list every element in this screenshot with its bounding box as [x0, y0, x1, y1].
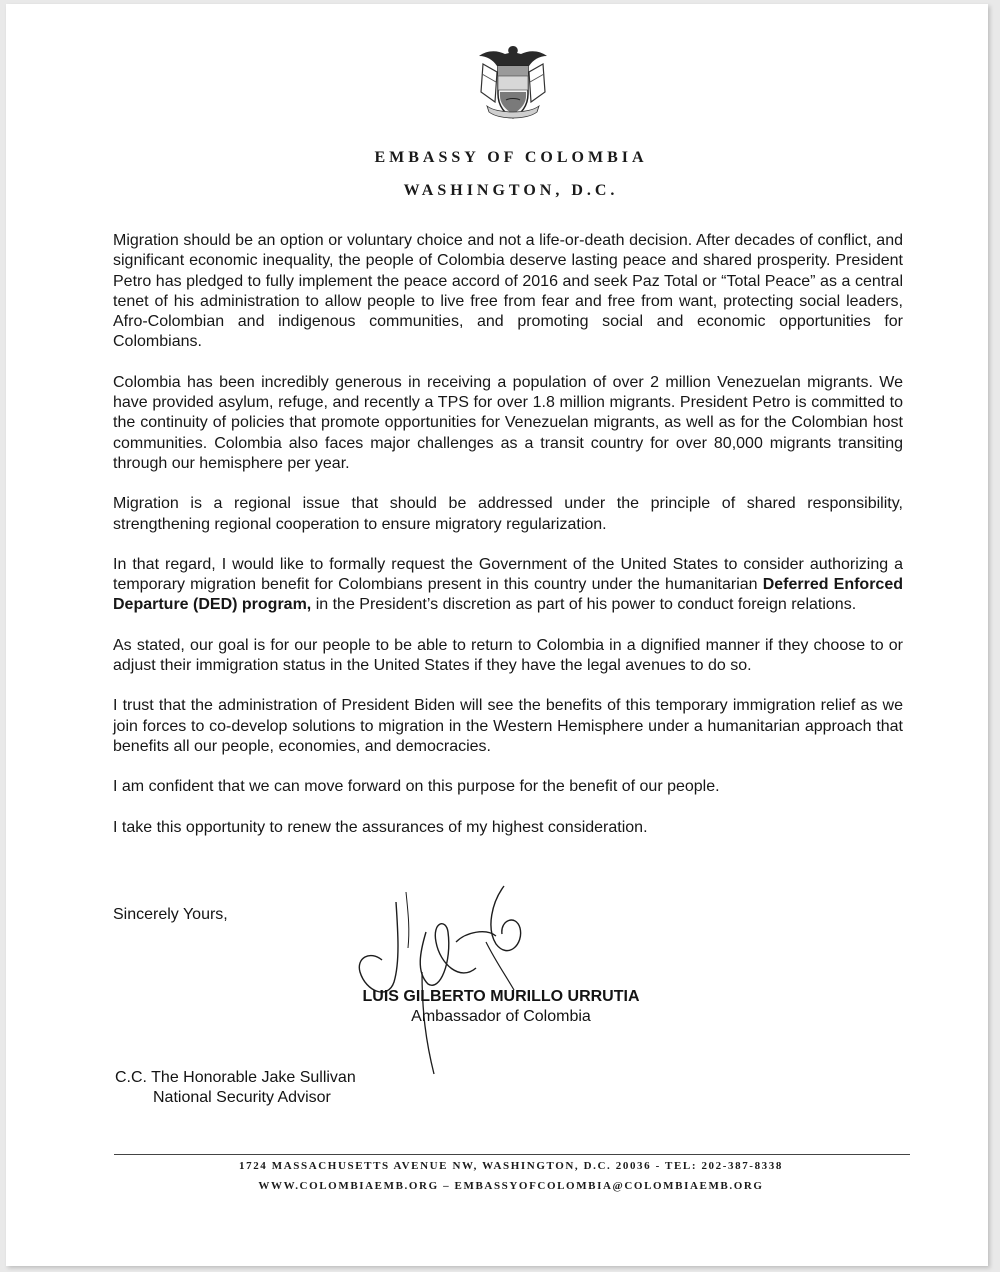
cc-recipient-role: National Security Advisor — [153, 1089, 331, 1106]
letterhead-city: WASHINGTON, D.C. — [403, 182, 619, 199]
handwritten-signature — [336, 872, 556, 1082]
paragraph-4-text-b: in the President’s discretion as part of his power to conduct foreign relations. — [311, 596, 857, 614]
paragraph-4-text-a: In that regard, I would like to formally request the Government of the United States to consider authorizing a temporary migration benefit for Colombians present in this country under the humanitarian — [113, 555, 903, 594]
cc-block — [115, 1068, 356, 1108]
paragraph-8: I take this opportunity to renew the assurances of my highest consideration. — [113, 818, 648, 836]
footer-web-email: WWW.COLOMBIAEMB.ORG – EMBASSYOFCOLOMBIA@COLOMBIAEMB.ORG — [258, 1180, 764, 1192]
paragraph-3: Migration is a regional issue that should be addressed under the principle of shared responsibility, strengthening regional cooperation to ensure migratory regularization. — [113, 495, 903, 533]
letterhead-embassy: EMBASSY OF COLOMBIA — [374, 149, 648, 166]
signer-block — [341, 987, 661, 1027]
cc-recipient: C.C. The Honorable Jake Sullivan — [115, 1069, 356, 1086]
paragraph-5: As stated, our goal is for our people to be able to return to Colombia in a dignified manner if they choose to or adjust their immigration status in the United States if they have the legal avenues to do so. — [113, 636, 903, 675]
letter-page — [6, 4, 988, 1266]
paragraph-4 — [113, 555, 903, 616]
signer-title: Ambassador of Colombia — [411, 1008, 591, 1025]
colombia-coat-of-arms-icon — [473, 42, 553, 126]
paragraph-2: Colombia has been incredibly generous in receiving a population of over 2 million Venezuelan migrants. We have provided asylum, refuge, and recently a TPS for over 1.8 million migrants. President Petro is committed to the continuity of policies that promote opportunities for Venezuelan migrants, as well as for the Colombian host communities. Colombia also faces major challenges as a transit country for over 80,000 migrants transiting through our hemisphere per year. — [113, 373, 903, 472]
footer-divider — [114, 1154, 910, 1155]
paragraph-1: Migration should be an option or voluntary choice and not a life-or-death decision. After decades of conflict, and significant economic inequality, the people of Colombia deserve lasting peace and shared prosperity. President Petro has pledged to fully implement the peace accord of 2016 and seek Paz Total or “Total Peace” as a central tenet of his administration to allow people to live free from fear and free from want, protecting social leaders, Afro-Colombian and indigenous communities, and promoting social and economic opportunities for Colombians. — [113, 232, 903, 351]
footer-address: 1724 MASSACHUSETTS AVENUE NW, WASHINGTON, D.C. 20036 - TEL: 202-387-8338 — [239, 1160, 783, 1172]
ded-program-emphasis: Deferred Enforced Departure (DED) program, — [113, 576, 904, 614]
signer-name: LUIS GILBERTO MURILLO URRUTIA — [362, 988, 640, 1005]
paragraph-6: I trust that the administration of President Biden will see the benefits of this temporary immigration relief as we join forces to co-develop solutions to migration in the Western Hemisphere under a humanitarian approach that benefits all our people, economies, and democracies. — [113, 697, 903, 755]
letter-body — [113, 231, 903, 858]
paragraph-7: I am confident that we can move forward on this purpose for the benefit of our people. — [113, 778, 720, 796]
closing-salutation: Sincerely Yours, — [113, 906, 228, 923]
